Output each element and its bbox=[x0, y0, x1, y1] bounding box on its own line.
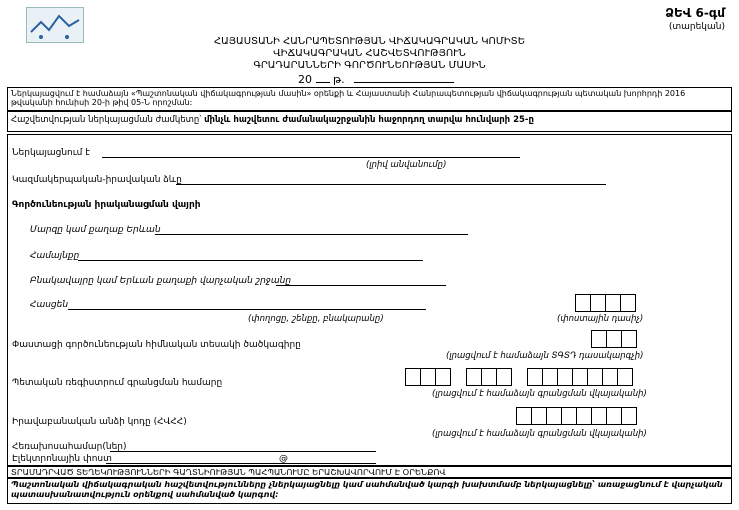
activity-label: Փաստացի գործունեության հիմնական տեսակի ծածկագիրը bbox=[12, 340, 301, 350]
postal-caption: (փոստային դասիչ) bbox=[557, 314, 644, 324]
taxid-boxes[interactable] bbox=[517, 407, 637, 425]
activity-caption: (լրացվում է համաձայն ՏԳՏԴ դասակարգչի) bbox=[446, 351, 644, 361]
taxid-label: Իրավաբանական անձի կոդը (ՀՎՀՀ) bbox=[12, 417, 187, 427]
settlement-label: Բնակավայրը կամ Երևան քաղաքի վարչական շրջանը bbox=[30, 276, 292, 286]
submitter-label: Ներկայացնում է bbox=[12, 148, 90, 158]
legal-basis-text: Ներկայացվում է համաձայն «Պաշտոնական վիճակագրության մասին» օրենքի և Հայաստանի Հանրապետության վիճակագրության պետական խորհրդի 2016 թվականի հունիսի 20-ի թիվ 05-Ն որոշման: bbox=[11, 89, 686, 107]
email-label: Էլեկտրոնային փոստ bbox=[12, 454, 112, 464]
date-field[interactable] bbox=[354, 82, 454, 83]
confidentiality-text: ՏՐԱՄԱԴՐՎԱԾ ՏԵՂԵԿՈՒԹՅՈՒՆՆԵՐԻ ԳԱՂՏՆԻՈՒԹՅԱՆ ՊԱՀՊԱՆՈՒՄԸ ԵՐԱՇԽԱՎՈՐՎՈՒՄ Է ՕՐԵՆՔՈՎ bbox=[11, 467, 446, 477]
address-caption: (փողոցը, շենքը, բնակարանը) bbox=[248, 314, 384, 324]
year-suffix: թ. bbox=[333, 73, 345, 86]
postal-code-boxes[interactable] bbox=[576, 294, 636, 312]
community-field[interactable] bbox=[78, 260, 423, 261]
title-line-3: ԳՐԱԴԱՐԱՆՆԵՐԻ ԳՈՐԾՈՒՆԵՈՒԹՅԱՆ ՄԱՍԻՆ bbox=[253, 60, 486, 71]
year-prefix: 20 bbox=[298, 73, 312, 86]
registry-label: Պետական ռեգիստրում գրանցման համարը bbox=[12, 378, 223, 388]
email-field[interactable] bbox=[106, 463, 376, 464]
year-field[interactable] bbox=[316, 82, 330, 83]
phone-label: Հեռախոսահամար(ներ) bbox=[12, 442, 127, 452]
taxid-caption: (լրացվում է համաձայն գրանցման վկայականի) bbox=[432, 429, 647, 439]
deadline-box bbox=[7, 110, 732, 132]
title-line-2: ՎԻՃԱԿԱԳՐԱԿԱՆ ՀԱՇՎԵՏՎՈՒԹՅՈՒՆ bbox=[273, 48, 466, 59]
address-field[interactable] bbox=[68, 309, 426, 310]
registry-boxes-1[interactable] bbox=[406, 368, 451, 386]
legal-form-field[interactable] bbox=[176, 184, 606, 185]
settlement-field[interactable] bbox=[276, 285, 446, 286]
region-label: Մարզը կամ քաղաք Երևան bbox=[30, 225, 161, 235]
legal-basis-box bbox=[7, 87, 732, 112]
form-code: ՁԵՎ 6-գմ bbox=[665, 6, 725, 20]
registry-boxes-2[interactable] bbox=[467, 368, 512, 386]
activity-code-boxes[interactable] bbox=[592, 330, 637, 348]
deadline-value: մինչև հաշվետու ժամանակաշրջանին հաջորդող տարվա հունվարի 25-ը bbox=[204, 115, 534, 125]
liability-box bbox=[7, 477, 732, 504]
submitter-caption: (լրիվ անվանումը) bbox=[366, 160, 447, 170]
location-heading: Գործունեության իրականացման վայրի bbox=[12, 200, 201, 210]
address-label: Հասցեն bbox=[30, 300, 69, 310]
phone-field[interactable] bbox=[110, 451, 376, 452]
region-field[interactable] bbox=[155, 234, 468, 235]
deadline-label: Հաշվետվության ներկայացման ժամկետը՝ bbox=[11, 115, 202, 125]
legal-form-label: Կազմակերպական-իրավական ձևը bbox=[12, 175, 182, 185]
email-at-sign: @ bbox=[279, 454, 288, 464]
title-line-1: ՀԱՅԱՍՏԱՆԻ ՀԱՆՐԱՊԵՏՈՒԹՅԱՆ ՎԻՃԱԿԱԳՐԱԿԱՆ ԿՈՄԻՏԵ bbox=[213, 36, 526, 47]
community-label: Համայնքը bbox=[30, 251, 80, 261]
report-year bbox=[298, 73, 454, 86]
registry-boxes-3[interactable] bbox=[528, 368, 633, 386]
submitter-field[interactable] bbox=[102, 157, 520, 158]
registry-caption: (լրացվում է համաձայն գրանցման վկայականի) bbox=[432, 389, 647, 399]
form-period: (տարեկան) bbox=[668, 22, 725, 32]
liability-text: Պաշտոնական վիճակագրական հաշվետվությունները չներկայացնելը կամ սահմանված կարգի խախտմամբ ներկայացնելը՝ առաջացնում է վարչական պատասխանատվություն օրենքով սահմանված կարգով: bbox=[11, 480, 723, 499]
